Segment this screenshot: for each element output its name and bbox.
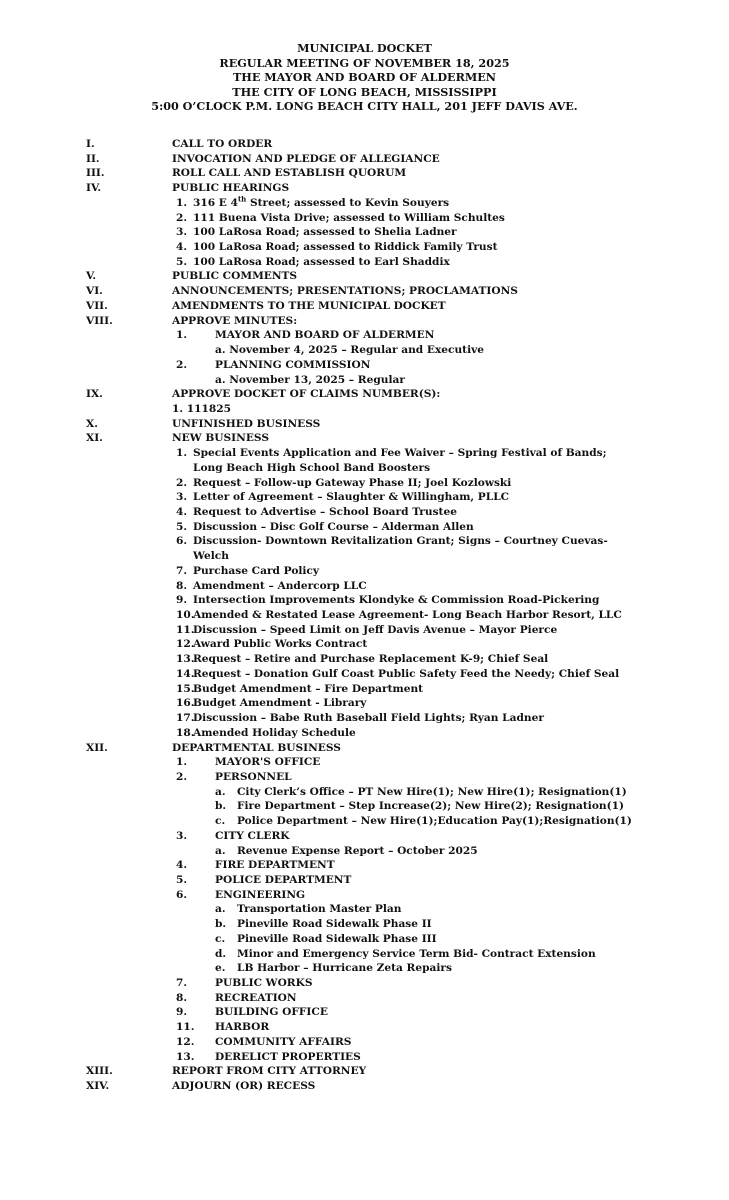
item-marker: e.	[215, 962, 226, 975]
agenda-subitem	[0, 196, 729, 211]
item-marker: 17.	[176, 712, 195, 725]
item-text: Letter of Agreement – Slaughter & Willingham, PLLC	[193, 491, 510, 504]
agenda-subitem	[0, 240, 729, 255]
item-text: 100 LaRosa Road; assessed to Riddick Family Trust	[193, 241, 498, 254]
agenda-subitem	[0, 976, 729, 991]
item-marker: I.	[86, 138, 95, 150]
item-text: Purchase Card Policy	[193, 564, 320, 577]
agenda-subitem	[0, 534, 729, 549]
item-text: Award Public Works Contract	[193, 638, 368, 651]
agenda-subitem	[0, 947, 729, 962]
item-text: Intersection Improvements Klondyke & Commission Road-Pickering	[193, 594, 600, 607]
item-marker: VIII.	[86, 314, 113, 327]
agenda-subitem	[0, 255, 729, 270]
header-city: THE CITY OF LONG BEACH, MISSISSIPPI	[232, 84, 497, 99]
item-marker: 9.	[176, 1006, 188, 1019]
item-text: FIRE DEPARTMENT	[215, 859, 335, 872]
agenda-subitem	[0, 579, 729, 594]
item-text: PUBLIC COMMENTS	[172, 270, 298, 283]
item-text: Police Department – New Hire(1);Education Pay(1);Resignation(1)	[237, 815, 632, 828]
agenda-subitem	[0, 1020, 729, 1035]
item-text: LB Harbor – Hurricane Zeta Repairs	[237, 962, 452, 975]
item-text: RECREATION	[215, 991, 297, 1004]
agenda-subitem	[0, 564, 729, 579]
item-marker: a.	[215, 903, 226, 916]
item-text: DERELICT PROPERTIES	[215, 1050, 361, 1063]
item-marker: 12.	[176, 638, 195, 651]
agenda-subitem	[0, 623, 729, 638]
item-marker: a.	[215, 785, 226, 798]
agenda-item	[0, 137, 729, 152]
item-text: a. November 13, 2025 – Regular	[215, 373, 405, 386]
item-marker: c.	[215, 932, 226, 945]
item-text: Discussion – Babe Ruth Baseball Field Lights; Ryan Ladner	[193, 712, 544, 725]
agenda-subitem	[0, 755, 729, 770]
header-title: MUNICIPAL DOCKET	[297, 41, 432, 55]
item-marker: 1.	[176, 196, 188, 209]
agenda-subitem	[0, 490, 729, 505]
item-marker: 2.	[176, 211, 188, 224]
item-marker: 5.	[176, 255, 188, 268]
item-marker: 4.	[176, 859, 188, 872]
item-marker: 2.	[176, 770, 188, 783]
item-text: Request to Advertise – School Board Trustee	[193, 506, 457, 518]
item-marker: 13.	[176, 1050, 195, 1063]
item-marker: XII.	[86, 741, 108, 754]
item-text: AMENDMENTS TO THE MUNICIPAL DOCKET	[172, 299, 446, 312]
item-text: PERSONNEL	[215, 770, 292, 783]
agenda-subitem	[0, 829, 729, 844]
item-marker: b.	[215, 918, 227, 931]
item-text: Revenue Expense Report – October 2025	[237, 844, 478, 857]
item-text: Minor and Emergency Service Term Bid- Contract Extension	[237, 947, 596, 960]
item-text: Fire Department – Step Increase(2); New Hire(2); Resignation(1)	[237, 800, 624, 813]
item-marker: 2.	[176, 358, 188, 371]
agenda-subitem	[0, 961, 729, 976]
item-text: Amendment – Andercorp LLC	[193, 579, 367, 592]
agenda-subitem	[0, 932, 729, 947]
agenda-subitem	[0, 637, 729, 652]
item-marker: IX.	[86, 388, 103, 401]
item-text: PUBLIC WORKS	[215, 977, 313, 990]
item-text: Discussion- Downtown Revitalization Grant; Signs – Courtney Cuevas-	[193, 535, 608, 548]
item-text: 1. 111825	[172, 402, 231, 415]
item-text: CITY CLERK	[215, 829, 290, 842]
agenda-item	[0, 152, 729, 167]
item-marker: 6.	[176, 888, 188, 901]
item-marker: 3.	[176, 829, 188, 842]
agenda-subitem	[0, 1005, 729, 1020]
agenda-item	[0, 269, 729, 284]
item-marker: XI.	[86, 432, 103, 445]
agenda-subitem	[0, 1035, 729, 1050]
item-text: ADJOURN (OR) RECESS	[172, 1080, 316, 1093]
item-text: PLANNING COMMISSION	[215, 358, 371, 371]
item-text: 316 E 4th Street; assessed to Kevin Souyers	[193, 194, 450, 209]
item-text: INVOCATION AND PLEDGE OF ALLEGIANCE	[172, 152, 440, 165]
item-text: Budget Amendment – Fire Department	[193, 682, 424, 695]
header-meeting: REGULAR MEETING OF NOVEMBER 18, 2025	[219, 55, 510, 70]
agenda-subitem	[0, 343, 729, 358]
agenda-item	[0, 431, 729, 446]
item-text: Pineville Road Sidewalk Phase II	[237, 918, 432, 931]
item-text: POLICE DEPARTMENT	[215, 874, 352, 886]
item-text: ROLL CALL AND ESTABLISH QUORUM	[172, 167, 407, 180]
item-text: UNFINISHED BUSINESS	[172, 417, 321, 430]
agenda-subitem	[0, 991, 729, 1006]
item-marker: a.	[215, 844, 226, 857]
item-text: APPROVE MINUTES:	[172, 314, 298, 327]
item-text: HARBOR	[215, 1021, 270, 1034]
item-text: Amended Holiday Schedule	[193, 726, 356, 739]
agenda-subitem	[0, 814, 729, 829]
agenda-item	[0, 1064, 729, 1079]
item-marker: 2.	[176, 476, 188, 489]
item-marker: 1.	[176, 447, 188, 460]
item-marker: IV.	[86, 182, 102, 195]
agenda-item	[0, 166, 729, 181]
item-marker: 11.	[176, 623, 195, 636]
item-marker: 15.	[176, 682, 195, 695]
item-marker: 3.	[176, 491, 188, 504]
item-text: APPROVE DOCKET OF CLAIMS NUMBER(S):	[172, 388, 441, 401]
item-marker: V.	[86, 270, 97, 283]
item-marker: c.	[215, 815, 226, 828]
agenda-item	[0, 314, 729, 329]
item-text: DEPARTMENTAL BUSINESS	[172, 741, 341, 754]
agenda-subitem	[0, 726, 729, 741]
agenda-item	[0, 1079, 729, 1094]
item-marker: 7.	[176, 564, 188, 577]
item-text: Request – Donation Gulf Coast Public Safety Feed the Needy; Chief Seal	[193, 667, 620, 680]
docket-header	[0, 41, 729, 114]
agenda-subitem	[0, 608, 729, 623]
item-text: Request – Retire and Purchase Replacement K-9; Chief Seal	[193, 653, 549, 666]
agenda-subitem	[0, 799, 729, 814]
item-text: Pineville Road Sidewalk Phase III	[237, 932, 437, 945]
item-marker: 13.	[176, 653, 195, 666]
item-text: a. November 4, 2025 – Regular and Executive	[215, 344, 484, 357]
agenda-subitem	[0, 505, 729, 520]
header-location: 5:00 O’CLOCK P.M. LONG BEACH CITY HALL, 201 JEFF DAVIS AVE.	[151, 99, 578, 114]
item-marker: 4.	[176, 241, 188, 254]
agenda-item	[0, 741, 729, 756]
item-marker: 12.	[176, 1035, 195, 1048]
item-marker: 16.	[176, 697, 195, 710]
agenda-subitem	[0, 358, 729, 373]
item-text: CALL TO ORDER	[172, 138, 273, 150]
agenda-item	[0, 284, 729, 299]
agenda-subitem	[0, 1050, 729, 1065]
agenda-subitem	[0, 667, 729, 682]
item-marker: 10.	[176, 609, 195, 622]
item-marker: 1.	[176, 329, 188, 342]
item-text: COMMUNITY AFFAIRS	[215, 1035, 352, 1048]
agenda-subitem	[0, 593, 729, 608]
item-text: Special Events Application and Fee Waiver – Spring Festival of Bands;	[193, 447, 607, 460]
item-marker: XIV.	[86, 1080, 110, 1093]
item-text: Budget Amendment - Library	[193, 697, 367, 710]
agenda-item	[0, 402, 729, 417]
item-marker: 4.	[176, 506, 188, 518]
item-marker: 5.	[176, 520, 188, 533]
agenda-subitem	[0, 476, 729, 491]
item-text: MAYOR'S OFFICE	[215, 756, 321, 769]
agenda-subitem	[0, 211, 729, 226]
agenda-subitem	[0, 652, 729, 667]
agenda-subitem	[0, 917, 729, 932]
item-text: REPORT FROM CITY ATTORNEY	[172, 1065, 367, 1078]
item-text: Welch	[193, 550, 229, 563]
item-marker: VI.	[86, 285, 103, 298]
agenda-item	[0, 181, 729, 196]
item-marker: 9.	[176, 594, 188, 607]
item-marker: 8.	[176, 991, 188, 1004]
item-text: Discussion – Disc Golf Course – Alderman Allen	[193, 520, 474, 533]
item-marker: VII.	[86, 299, 108, 312]
item-text: ANNOUNCEMENTS; PRESENTATIONS; PROCLAMATIONS	[172, 285, 518, 298]
agenda-subitem	[0, 902, 729, 917]
item-text: ENGINEERING	[215, 888, 306, 901]
agenda-subitem	[0, 461, 729, 476]
item-text: Transportation Master Plan	[237, 903, 402, 916]
agenda-subitem	[0, 770, 729, 785]
item-marker: 8.	[176, 579, 188, 592]
agenda-subitem	[0, 682, 729, 697]
item-marker: 7.	[176, 977, 188, 990]
item-marker: 1.	[176, 756, 188, 769]
agenda-subitem	[0, 785, 729, 800]
agenda-subitem	[0, 873, 729, 888]
agenda-subitem	[0, 711, 729, 726]
agenda-item	[0, 299, 729, 314]
item-marker: II.	[86, 152, 100, 165]
item-marker: 18.	[176, 726, 195, 739]
agenda-item	[0, 417, 729, 432]
item-marker: b.	[215, 800, 227, 813]
agenda-subitem	[0, 446, 729, 461]
agenda-subitem	[0, 888, 729, 903]
item-marker: III.	[86, 167, 105, 180]
agenda-subitem	[0, 549, 729, 564]
item-text: 111 Buena Vista Drive; assessed to William Schultes	[193, 211, 505, 224]
item-text: 100 LaRosa Road; assessed to Shelia Ladner	[193, 226, 457, 239]
agenda-item	[0, 387, 729, 402]
item-marker: 6.	[176, 535, 188, 548]
agenda-subitem	[0, 225, 729, 240]
item-text: Discussion – Speed Limit on Jeff Davis Avenue – Mayor Pierce	[193, 623, 558, 636]
item-marker: 11.	[176, 1021, 195, 1034]
item-text: Request – Follow-up Gateway Phase II; Joel Kozlowski	[193, 476, 512, 489]
agenda-subitem	[0, 696, 729, 711]
item-text: City Clerk’s Office – PT New Hire(1); New Hire(1); Resignation(1)	[237, 785, 627, 798]
item-marker: XIII.	[86, 1065, 113, 1078]
agenda-subitem	[0, 373, 729, 388]
agenda-subitem	[0, 844, 729, 859]
item-marker: 3.	[176, 226, 188, 239]
item-text: PUBLIC HEARINGS	[172, 182, 290, 195]
agenda-subitem	[0, 858, 729, 873]
agenda-subitem	[0, 520, 729, 535]
item-marker: X.	[86, 417, 98, 430]
agenda-subitem	[0, 328, 729, 343]
header-body: THE MAYOR AND BOARD OF ALDERMEN	[232, 70, 497, 85]
item-marker: d.	[215, 947, 227, 960]
item-text: Amended & Restated Lease Agreement- Long Beach Harbor Resort, LLC	[193, 609, 622, 622]
item-marker: 5.	[176, 874, 188, 886]
item-text: MAYOR AND BOARD OF ALDERMEN	[215, 329, 435, 342]
item-text: BUILDING OFFICE	[215, 1006, 328, 1019]
item-marker: 14.	[176, 667, 195, 680]
item-text: NEW BUSINESS	[172, 432, 269, 445]
item-text: 100 LaRosa Road; assessed to Earl Shaddix	[193, 255, 450, 268]
item-text: Long Beach High School Band Boosters	[193, 461, 431, 474]
